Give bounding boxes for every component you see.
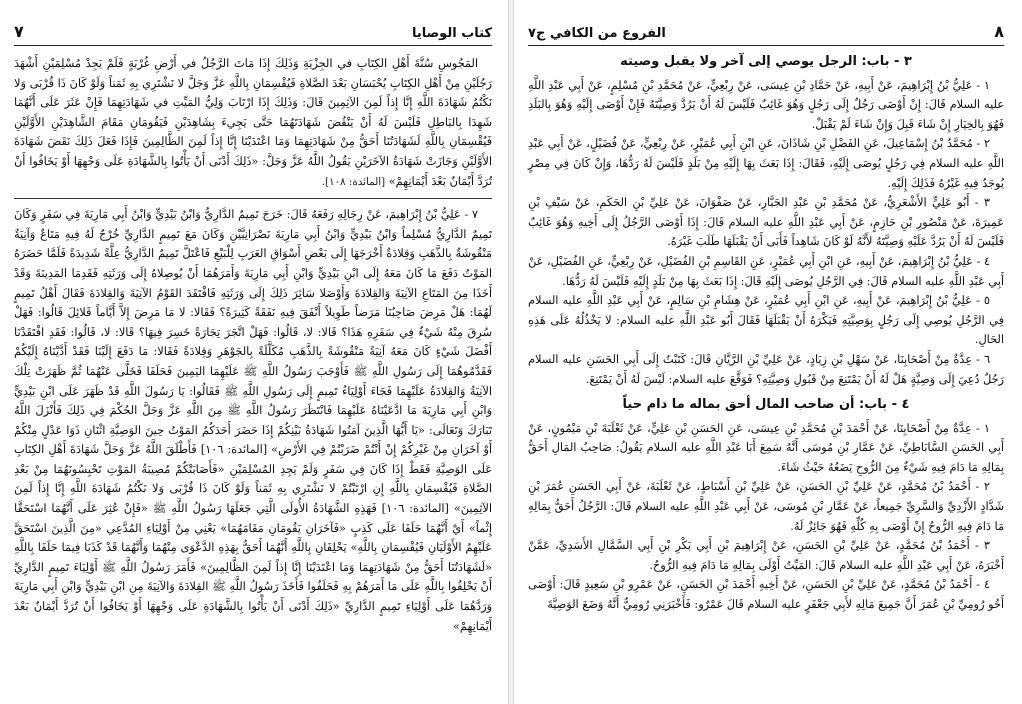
hadith-paragraph: ٢ - أَحْمَدُ بْنُ مُحَمَّدٍ، عَنْ عَلِيِّ بْنِ الحَسَنِ، عَنْ عَلِيِّ بْنِ أَسْبَاطٍ، عَنْ ثَعْلَبَةَ، عَنْ أَبِي الحَسَنِ عُمَرَ بْنِ شَدَّادٍ الأَزْدِيِّ وَالسَّرِيِّ جَمِيعاً، عَنْ عَمَّارِ بْنِ مُوسَى، عَنْ أَبِي عَبْدِ اللَّهِ عليه السلام قَالَ: الرَّجُلُ أَحَقُّ بِمَالِهِ مَا دَامَ فِيهِ الرُّوحُ إِنْ أَوْصَى بِهِ كُلِّهِ فَهُوَ جَائِزٌ لَهُ. bbox=[528, 480, 1004, 533]
hadith-paragraph: ١ - عَلِيُّ بْنُ إِبْرَاهِيمَ، عَنْ أَبِيهِ، عَنْ حَمَّادِ بْنِ عِيسَى، عَنْ رِبْعِيٍّ، عَنْ مُحَمَّدِ بْنِ مُسْلِمٍ، عَنْ أَبِي عَبْدِ اللَّهِ عليه السلام قَالَ: إِنْ أَوْصَى رَجُلٌ إِلَى رَجُلٍ وَهُوَ غَائِبٌ فَلَيْسَ لَهُ أَنْ يَرُدَّ وَصِيَّتَهُ فَإِنْ أَوْصَى إِلَيْهِ وَهُوَ بِالبَلَدِ فَهُوَ بِالخِيَارِ إِنْ شَاءَ قَبِلَ وَإِنْ شَاءَ لَمْ يَقْبَلْ. bbox=[528, 78, 1004, 131]
left-page bbox=[0, 0, 508, 704]
hadith-paragraph: ٦ - عِدَّةٌ مِنْ أَصْحَابِنَا، عَنْ سَهْلِ بْنِ زِيَادٍ، عَنْ عَلِيِّ بْنِ الرَّيَّانِ قَالَ: كَتَبْتُ إِلَى أَبِي الحَسَنِ عليه السلام رَجُلٌ دُعِيَ إِلَى وَصِيَّةٍ هَلْ لَهُ أَنْ يَمْتَنِعَ مِنْ قَبُولِ وَصِيَّتِهِ؟ فَوَقَّعَ عليه السلام: لَيْسَ لَهُ أَنْ يَمْتَنِعَ. bbox=[528, 352, 1004, 386]
right-page-header bbox=[528, 6, 1004, 46]
chapter-heading: ٤ - باب: أن صاحب المال أحق بماله ما دام حياً bbox=[622, 397, 910, 413]
right-page bbox=[514, 0, 1022, 704]
right-page-body bbox=[528, 52, 1004, 615]
hadith-paragraph: ٤ - أَحْمَدُ بْنُ مُحَمَّدٍ، عَنْ عَلِيِّ بْنِ الحَسَنِ، عَنْ أَخِيهِ أَحْمَدَ بْنِ الحَسَنِ، عَنْ عَمْرِو بْنِ سَعِيدٍ قَالَ: أَوْصَى أَخُو رُومِيِّ بْنِ عُمَرَ أَنَّ جَمِيعَ مَالِهِ لأَبِي جَعْفَرٍ عليه السلام قَالَ عَمْرٌو: فَأَخْبَرَنِي رُومِيٌّ أَنَّهُ وَضَعَ الوَصِيَّةَ bbox=[528, 578, 1004, 612]
hadith-text: المَجُوسِ سُنَّةَ أَهْلِ الكِتَابِ في الجِزْيَةِ وَذَلِكَ إِذَا مَاتَ الرَّجُلُ في أَرْضِ غُرْبَةٍ فَلَمْ يَجِدْ مُسْلِمَيْنِ أَشْهَدَ رَجُلَيْنِ مِنْ أَهْلِ الكِتَابِ يُحْبَسَانِ بَعْدَ الصَّلاةِ فَيُقْسِمَانِ بِاللَّهِ عَزَّ وَجَلَّ لا نَشْتَرِي بِهِ ثَمَناً وَلَوْ كَانَ ذَا قُرْبَى وَلا نَكْتُمُ شَهَادَةَ اللَّهِ إِنَّا إِذاً لَمِنَ الآثِمِينَ قَالَ: وَذَلِكَ إِذَا ارْتَابَ وَلِيُّ المَيِّتِ في شَهَادَتِهِمَا فَإِنْ عَثَرَ عَلَى أَنَّهُمَا شَهِدَا بِالبَاطِلِ فَلَيْسَ لَهُ أَنْ يَنْقُضَ شَهَادَتَهُمَا حَتَّى يَجِيءَ بِشَاهِدَيْنِ فَيَقُومَانِ مَقَامَ الشَّاهِدَيْنِ الأَوَّلَيْنِ فَيُقْسِمَانِ بِاللَّهِ لَشَهَادَتُنَا أَحَقُّ مِنْ شَهَادَتِهِمَا وَمَا اعْتَدَيْنَا إِنَّا إِذاً لَمِنَ الظَّالِمِينَ فَإِذَا فَعَلَ ذَلِكَ نَقَضَ شَهَادَةَ الأَوَّلَيْنِ وَجَازَتْ شَهَادَةُ الآخَرَيْنِ يَقُولُ اللَّهُ عَزَّ وَجَلَّ: «ذَلِكَ أَدْنَى أَنْ يَأْتُوا بِالشَّهَادَةِ عَلَى وَجْهِهَا أَوْ يَخَافُوا أَنْ تُرَدَّ أَيْمَانٌ بَعْدَ أَيْمَانِهِمْ» bbox=[14, 57, 492, 188]
running-title: كتاب الوصايا bbox=[411, 26, 492, 41]
hadith-paragraph bbox=[14, 54, 492, 192]
hadith-paragraph: ٢ - مُحَمَّدُ بْنُ إِسْمَاعِيلَ، عَنِ الفَضْلِ بْنِ شَاذَانَ، عَنِ ابْنِ أَبِي عُمَيْرٍ، عَنْ رِبْعِيٍّ، عَنْ فُضَيْلٍ، عَنْ أَبِي عَبْدِ اللَّهِ عليه السلام فِي رَجُلٍ يُوصَى إِلَيْهِ، فَقَالَ: إِذَا بَعَثَ بِهَا إِلَيْهِ مِنْ بَلَدٍ فَلَيْسَ لَهُ رَدُّهَا، وَإِنْ كَانَ فِي مِصْرٍ يُوجَدُ فِيهِ غَيْرُهُ فَذَلِكَ إِلَيْهِ. bbox=[528, 137, 1004, 190]
quran-reference: [المائدة: ١٠٨]. bbox=[321, 175, 386, 188]
hadith-paragraph: ٤ - عَلِيُّ بْنُ إِبْرَاهِيمَ، عَنْ أَبِيهِ، عَنِ ابْنِ أَبِي عُمَيْرٍ، عَنِ القَاسِمِ بْنِ الفُضَيْلِ، عَنْ رِبْعِيٍّ، عَنِ الفُضَيْلِ، عَنْ أَبِي عَبْدِ اللَّهِ عليه السلام قَالَ: فِي الرَّجُلِ يُوصَى إِلَيْهِ قَالَ: إِذَا بَعَثَ بِهَا مِنْ بَلَدٍ إِلَيْهِ فَلَيْسَ لَهُ رَدُّهَا. bbox=[528, 254, 1004, 288]
chapter-heading: ٣ - باب: الرجل يوصي إلى آخر ولا يقبل وصيته bbox=[620, 54, 912, 69]
page-number: ٨ bbox=[994, 22, 1004, 41]
left-page-body bbox=[14, 54, 492, 636]
book-gutter bbox=[508, 0, 514, 704]
divider bbox=[14, 198, 492, 199]
hadith-paragraph: ١ - عِدَّةٌ مِنْ أَصْحَابِنَا، عَنْ أَحْمَدَ بْنِ مُحَمَّدِ بْنِ عِيسَى، عَنِ الحَسَنِ بْنِ عَلِيٍّ، عَنْ ثَعْلَبَةَ بْنِ مَيْمُونٍ، عَنْ أَبِي الحَسَنِ السَّابَاطِيِّ، عَنْ عَمَّارِ بْنِ مُوسَى أَنَّهُ سَمِعَ أَبَا عَبْدِ اللَّهِ عليه السلام يَقُولُ: صَاحِبُ المَالِ أَحَقُّ بِمَالِهِ مَا دَامَ فِيهِ شَيْءٌ مِنَ الرُّوحِ يَضَعُهُ حَيْثُ شَاءَ. bbox=[528, 421, 1004, 474]
hadith-paragraph: ٣ - أَحْمَدُ بْنُ مُحَمَّدٍ، عَنْ عَلِيِّ بْنِ الحَسَنِ، عَنْ إِبْرَاهِيمَ بْنِ أَبِي بَكْرِ بْنِ أَبِي السَّمَّالِ الأَسَدِيِّ، عَمَّنْ أَخْبَرَهُ، عَنْ أَبِي عَبْدِ اللَّهِ عليه السلام قَالَ: المَيِّتُ أَوْلَى بِمَالِهِ مَا دَامَ فِيهِ الرُّوحُ. bbox=[528, 539, 1004, 572]
hadith-paragraph: ٧ - عَلِيُّ بْنُ إِبْرَاهِيمَ، عَنْ رِجَالِهِ رَفَعَهُ قَالَ: خَرَجَ تَمِيمٌ الدَّارِيُّ وَابْنُ بَيْدِيٍّ وَابْنُ أَبِي مَارِيَةَ فِي سَفَرٍ وَكَانَ تَمِيمٌ الدَّارِيُّ مُسْلِماً وَابْنُ بَيْدِيٍّ وَابْنُ أَبِي مَارِيَةَ نَصْرَانِيَّيْنِ وَكَانَ مَعَ تَمِيمٍ الدَّارِيِّ خُرْجٌ لَهُ فِيهِ مَتَاعٌ وَآنِيَةٌ مَنْقُوشَةٌ بِالذَّهَبِ وَقِلادَةٌ أَخْرَجَهَا إِلَى بَعْضِ أَسْوَاقِ العَرَبِ لِلْبَيْعِ فَاعْتَلَّ تَمِيمٌ الدَّارِيُّ عِلَّةً شَدِيدَةً فَلَمَّا حَضَرَهُ المَوْتُ دَفَعَ مَا كَانَ مَعَهُ إِلَى ابْنِ بَيْدِيٍّ وَابْنِ أَبِي مَارِيَةَ وَأَمَرَهُمَا أَنْ يُوصِلاهُ إِلَى وَرَثَتِهِ فَقَدِمَا المَدِينَةَ وَقَدْ أَخَذَا مِنَ المَتَاعِ الآنِيَةَ وَالقِلادَةَ وَأَوْصَلا سَائِرَ ذَلِكَ إِلَى وَرَثَتِهِ فَافْتَقَدَ القَوْمُ الآنِيَةَ وَالقِلادَةَ فَقَالَ أَهْلُ تَمِيمٍ لَهُمَا: هَلْ مَرِضَ صَاحِبُنَا مَرَضاً طَوِيلاً أَنْفَقَ فِيهِ نَفَقَةً كَثِيرَةً؟ فَقَالا: لا مَا مَرِضَ إِلاَّ أَيَّاماً قَلائِلَ قَالُوا: فَهَلْ سُرِقَ مِنْهُ شَيْءٌ فِي سَفَرِهِ هَذَا؟ قَالا: لا، قَالُوا: فَهَلْ اتَّجَرَ تِجَارَةً خَسِرَ فِيهَا؟ قَالا: لا، قَالُوا: فَقَدِ افْتَقَدْنَا أَفْضَلَ شَيْءٍ كَانَ مَعَهُ آنِيَةً مَنْقُوشَةً بِالذَّهَبِ مُكَلَّلَةً بِالجَوْهَرِ وَقِلادَةً فَقَالا: مَا دَفَعَ إِلَيْنَا فَقَدْ أَدَّيْنَاهُ إِلَيْكُمْ فَقَدَّمُوهُمَا إِلَى رَسُولِ اللَّهِ ﷺ فَأَوْجَبَ رَسُولُ اللَّهِ ﷺ عَلَيْهِمَا اليَمِينَ فَحَلَفَا فَخَلَّى عَنْهُمَا ثُمَّ ظَهَرَتْ تِلْكَ الآنِيَةُ وَالقِلادَةُ عَلَيْهِمَا فَجَاءَ أَوْلِيَاءُ تَمِيمٍ إِلَى رَسُولِ اللَّهِ ﷺ فَقَالُوا: يَا رَسُولَ اللَّهِ قَدْ ظَهَرَ عَلَى ابْنِ بَيْدِيٍّ وَابْنِ أَبِي مَارِيَةَ مَا ادَّعَيْنَاهُ عَلَيْهِمَا فَانْتَظَرَ رَسُولُ اللَّهِ ﷺ مِنَ اللَّهِ عَزَّ وَجَلَّ الحُكْمَ فِي ذَلِكَ فَأَنْزَلَ اللَّهُ تَبَارَكَ وَتَعَالَى: «يَا أَيُّهَا الَّذِينَ آمَنُوا شَهَادَةُ بَيْنِكُمْ إِذَا حَضَرَ أَحَدَكُمُ المَوْتُ حِينَ الوَصِيَّةِ اثْنَانِ ذَوَا عَدْلٍ مِنْكُمْ أَوْ آخَرَانِ مِنْ غَيْرِكُمْ إِنْ أَنْتُمْ ضَرَبْتُمْ فِي الأَرْضِ» [المائدة: ١٠٦] فَأَطْلَقَ اللَّهُ عَزَّ وَجَلَّ شَهَادَةَ أَهْلِ الكِتَابِ عَلَى الوَصِيَّةِ فَقَطْ إِذَا كَانَ فِي سَفَرٍ وَلَمْ يَجِدِ المُسْلِمَيْنِ «فَأَصَابَتْكُمْ مُصِيبَةُ المَوْتِ تَحْبِسُونَهُمَا مِنْ بَعْدِ الصَّلاةِ فَيُقْسِمَانِ بِاللَّهِ إِنِ ارْتَبْتُمْ لا نَشْتَرِي بِهِ ثَمَناً وَلَوْ كَانَ ذَا قُرْبَى وَلا نَكْتُمُ شَهَادَةَ اللَّهِ إِنَّا إِذاً لَمِنَ الآثِمِينَ» [المائدة: ١٠٦] فَهَذِهِ الشَّهَادَةُ الأُولَى الَّتِي جَعَلَهَا رَسُولُ اللَّهِ ﷺ «فَإِنْ عُثِرَ عَلَى أَنَّهُمَا اسْتَحَقَّا إِثْماً» أَيْ أَنَّهُمَا حَلَفَا عَلَى كَذِبٍ «فَآخَرَانِ يَقُومَانِ مَقَامَهُمَا» يَعْنِي مِنْ أَوْلِيَاءِ المُدَّعِي «مِنَ الَّذِينَ اسْتَحَقَّ عَلَيْهِمُ الأَوْلَيَانِ فَيُقْسِمَانِ بِاللَّهِ» يَحْلِفَانِ بِاللَّهِ أَنَّهُمَا أَحَقُّ بِهَذِهِ الدَّعْوَى مِنْهُمَا وَأَنَّهُمَا قَدْ كَذَبَا فِيمَا حَلَفَا بِاللَّهِ «لَشَهَادَتُنَا أَحَقُّ مِنْ شَهَادَتِهِمَا وَمَا اعْتَدَيْنَا إِنَّا إِذاً لَمِنَ الظَّالِمِينَ» فَأَمَرَ رَسُولُ اللَّهِ ﷺ أَوْلِيَاءَ تَمِيمٍ الدَّارِيِّ أَنْ يَحْلِفُوا بِاللَّهِ عَلَى مَا أَمَرَهُمْ بِهِ فَحَلَفُوا فَأَخَذَ رَسُولُ اللَّهِ ﷺ القِلادَةَ وَالآنِيَةَ مِنِ ابْنِ بَيْدِيٍّ وَابْنِ أَبِي مَارِيَةَ وَرَدَّهُمَا عَلَى أَوْلِيَاءِ تَمِيمٍ الدَّارِيِّ «ذَلِكَ أَدْنَى أَنْ يَأْتُوا بِالشَّهَادَةِ عَلَى وَجْهِهَا أَوْ يَخَافُوا أَنْ تُرَدَّ أَيْمَانٌ بَعْدَ أَيْمَانِهِمْ» bbox=[14, 208, 492, 633]
running-title: الفروع من الكافي ج٧ bbox=[528, 26, 666, 41]
hadith-paragraph: ٣ - أَبُو عَلِيٍّ الأَشْعَرِيُّ، عَنْ مُحَمَّدِ بْنِ عَبْدِ الجَبَّارِ، عَنْ صَفْوَانَ، عَنْ عَلِيِّ بْنِ الحَكَمِ، عَنْ سَيْفِ بْنِ عَمِيرَةَ، عَنْ مَنْصُورِ بْنِ حَازِمٍ، عَنْ أَبِي عَبْدِ اللَّهِ عليه السلام قَالَ: إِذَا أَوْصَى الرَّجُلُ إِلَى أَخِيهِ وَهُوَ غَائِبٌ فَلَيْسَ لَهُ أَنْ يَرُدَّ عَلَيْهِ وَصِيَّتَهُ لأَنَّهُ لَوْ كَانَ شَاهِداً فَأَبَى أَنْ يَقْبَلَهَا طَلَبَ غَيْرَهُ. bbox=[528, 196, 1004, 249]
page-number: ٧ bbox=[14, 22, 24, 41]
hadith-paragraph: ٥ - عَلِيُّ بْنُ إِبْرَاهِيمَ، عَنْ أَبِيهِ، عَنِ ابْنِ أَبِي عُمَيْرٍ، عَنْ هِشَامِ بْنِ سَالِمٍ، عَنْ أَبِي عَبْدِ اللَّهِ عليه السلام فِي الرَّجُلِ يُوصِي إِلَى رَجُلٍ بِوَصِيَّتِهِ فَيَكْرَهُ أَنْ يَقْبَلَهَا فَقَالَ أَبُو عَبْدِ اللَّهِ عليه السلام: لا يَخْذُلُهُ عَلَى هَذِهِ الحَالِ. bbox=[528, 294, 1004, 347]
left-page-header bbox=[14, 6, 492, 46]
